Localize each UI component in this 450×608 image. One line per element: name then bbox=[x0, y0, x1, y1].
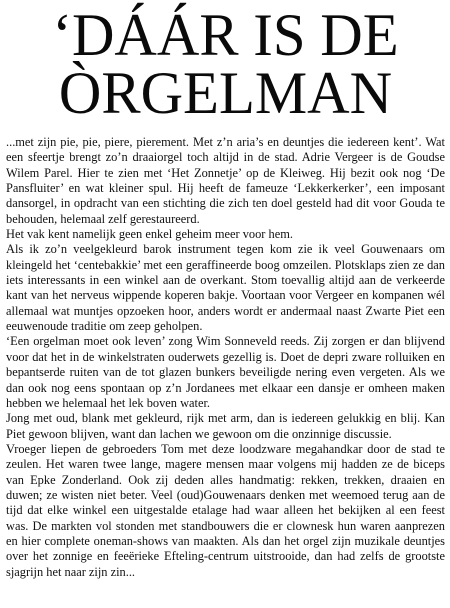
paragraph-intro: ...met zijn pie, pie, piere, pierement. Met z’n aria’s en deuntjes die iedereen kent’. Wat een sfeertje brengt zo’n draaiorgel toch altijd in de stad. Adrie Vergeer is de Goudse Wilem Parel. Hier te zien met ‘Het Zonnetje’ op de Kleiweg. Hij bezit ook nog ‘De Pansfluiter’ en wat kleiner spul. Hij heeft de fameuze ‘Lekkerkerker’, een imposant dansorgel, in opdracht van een stichting die zich ten doel gesteld had dit voor Gouda te behouden, helemaal zelf gerestaureerd. bbox=[6, 135, 445, 226]
paragraph-centebakkie: Als ik zo’n veelgekleurd barok instrument tegen kom zie ik veel Gouwenaars om kleingeld het ‘centebakkie’ met een geraffineerde boog omzeilen. Plotsklaps zien ze dan iets interessants in een winkel aan de overkant. Stom toevallig altijd aan de verkeerde kant van het nerveus wippende koperen bakje. Voortaan voor Vergeer en kompanen wél allemaal wat muntjes opzoeken hoor, anders wordt er andermaal naast Zwarte Piet een eeuwenoude traditie om zeep geholpen. bbox=[6, 242, 445, 334]
paragraph-vroeger: Vroeger liepen de gebroeders Tom met deze loodzware megahandkar door de stad te zeulen. Het waren twee lange, magere mensen maar volgens mij hadden ze de biceps van Epke Zonderland. Ook zij deden alles handmatig: rekken, trekken, draaien en duwen; ze wisten niet beter. Veel (oud)Gouwenaars denken met weemoed terug aan de tijd dat elke winkel een uitgestalde etalage had waar alleen het bekijken al een feest was. De markten vol stonden met standbouwers die er clownesk hun waren aanprezen en hier complete oneman-shows van maakten. Als dan het orgel zijn muzikale deuntjes over het zonnige en feeërieke Efteling-centrum uitstrooide, dan had zelfs de grootste sjagrijn het naar zijn zin... bbox=[6, 441, 445, 579]
headline bbox=[10, 2, 440, 126]
paragraph-piet: Jong met oud, blank met gekleurd, rijk met arm, dan is iedereen gelukkig en blij. Kan Piet gewoon blijven, want dan lachen we gewoon om die onzinnige discussie. bbox=[6, 411, 445, 441]
paragraph-secret: Het vak kent namelijk geen enkel geheim meer voor hem. bbox=[6, 227, 293, 242]
article-body bbox=[6, 135, 445, 580]
headline-line-1: ‘DÁÁR IS DE bbox=[52, 2, 399, 68]
paragraph-sonneveld: ‘Een orgelman moet ook leven’ zong Wim Sonneveld reeds. Zij zorgen er dan blijvend voor dat het in de winkelstraten ouderwets gezellig is. Doet de depri zware rolluiken en bepantserde ruiten van de tot glazen bunkers beveiligde nering even vergeten. Als we dan ook nog eens spontaan op z’n Jordanees met elkaar een dansje er omheen maken hebben we helemaal het lek boven water. bbox=[6, 334, 445, 410]
headline-line-2: ÒRGELMAN bbox=[58, 60, 393, 126]
